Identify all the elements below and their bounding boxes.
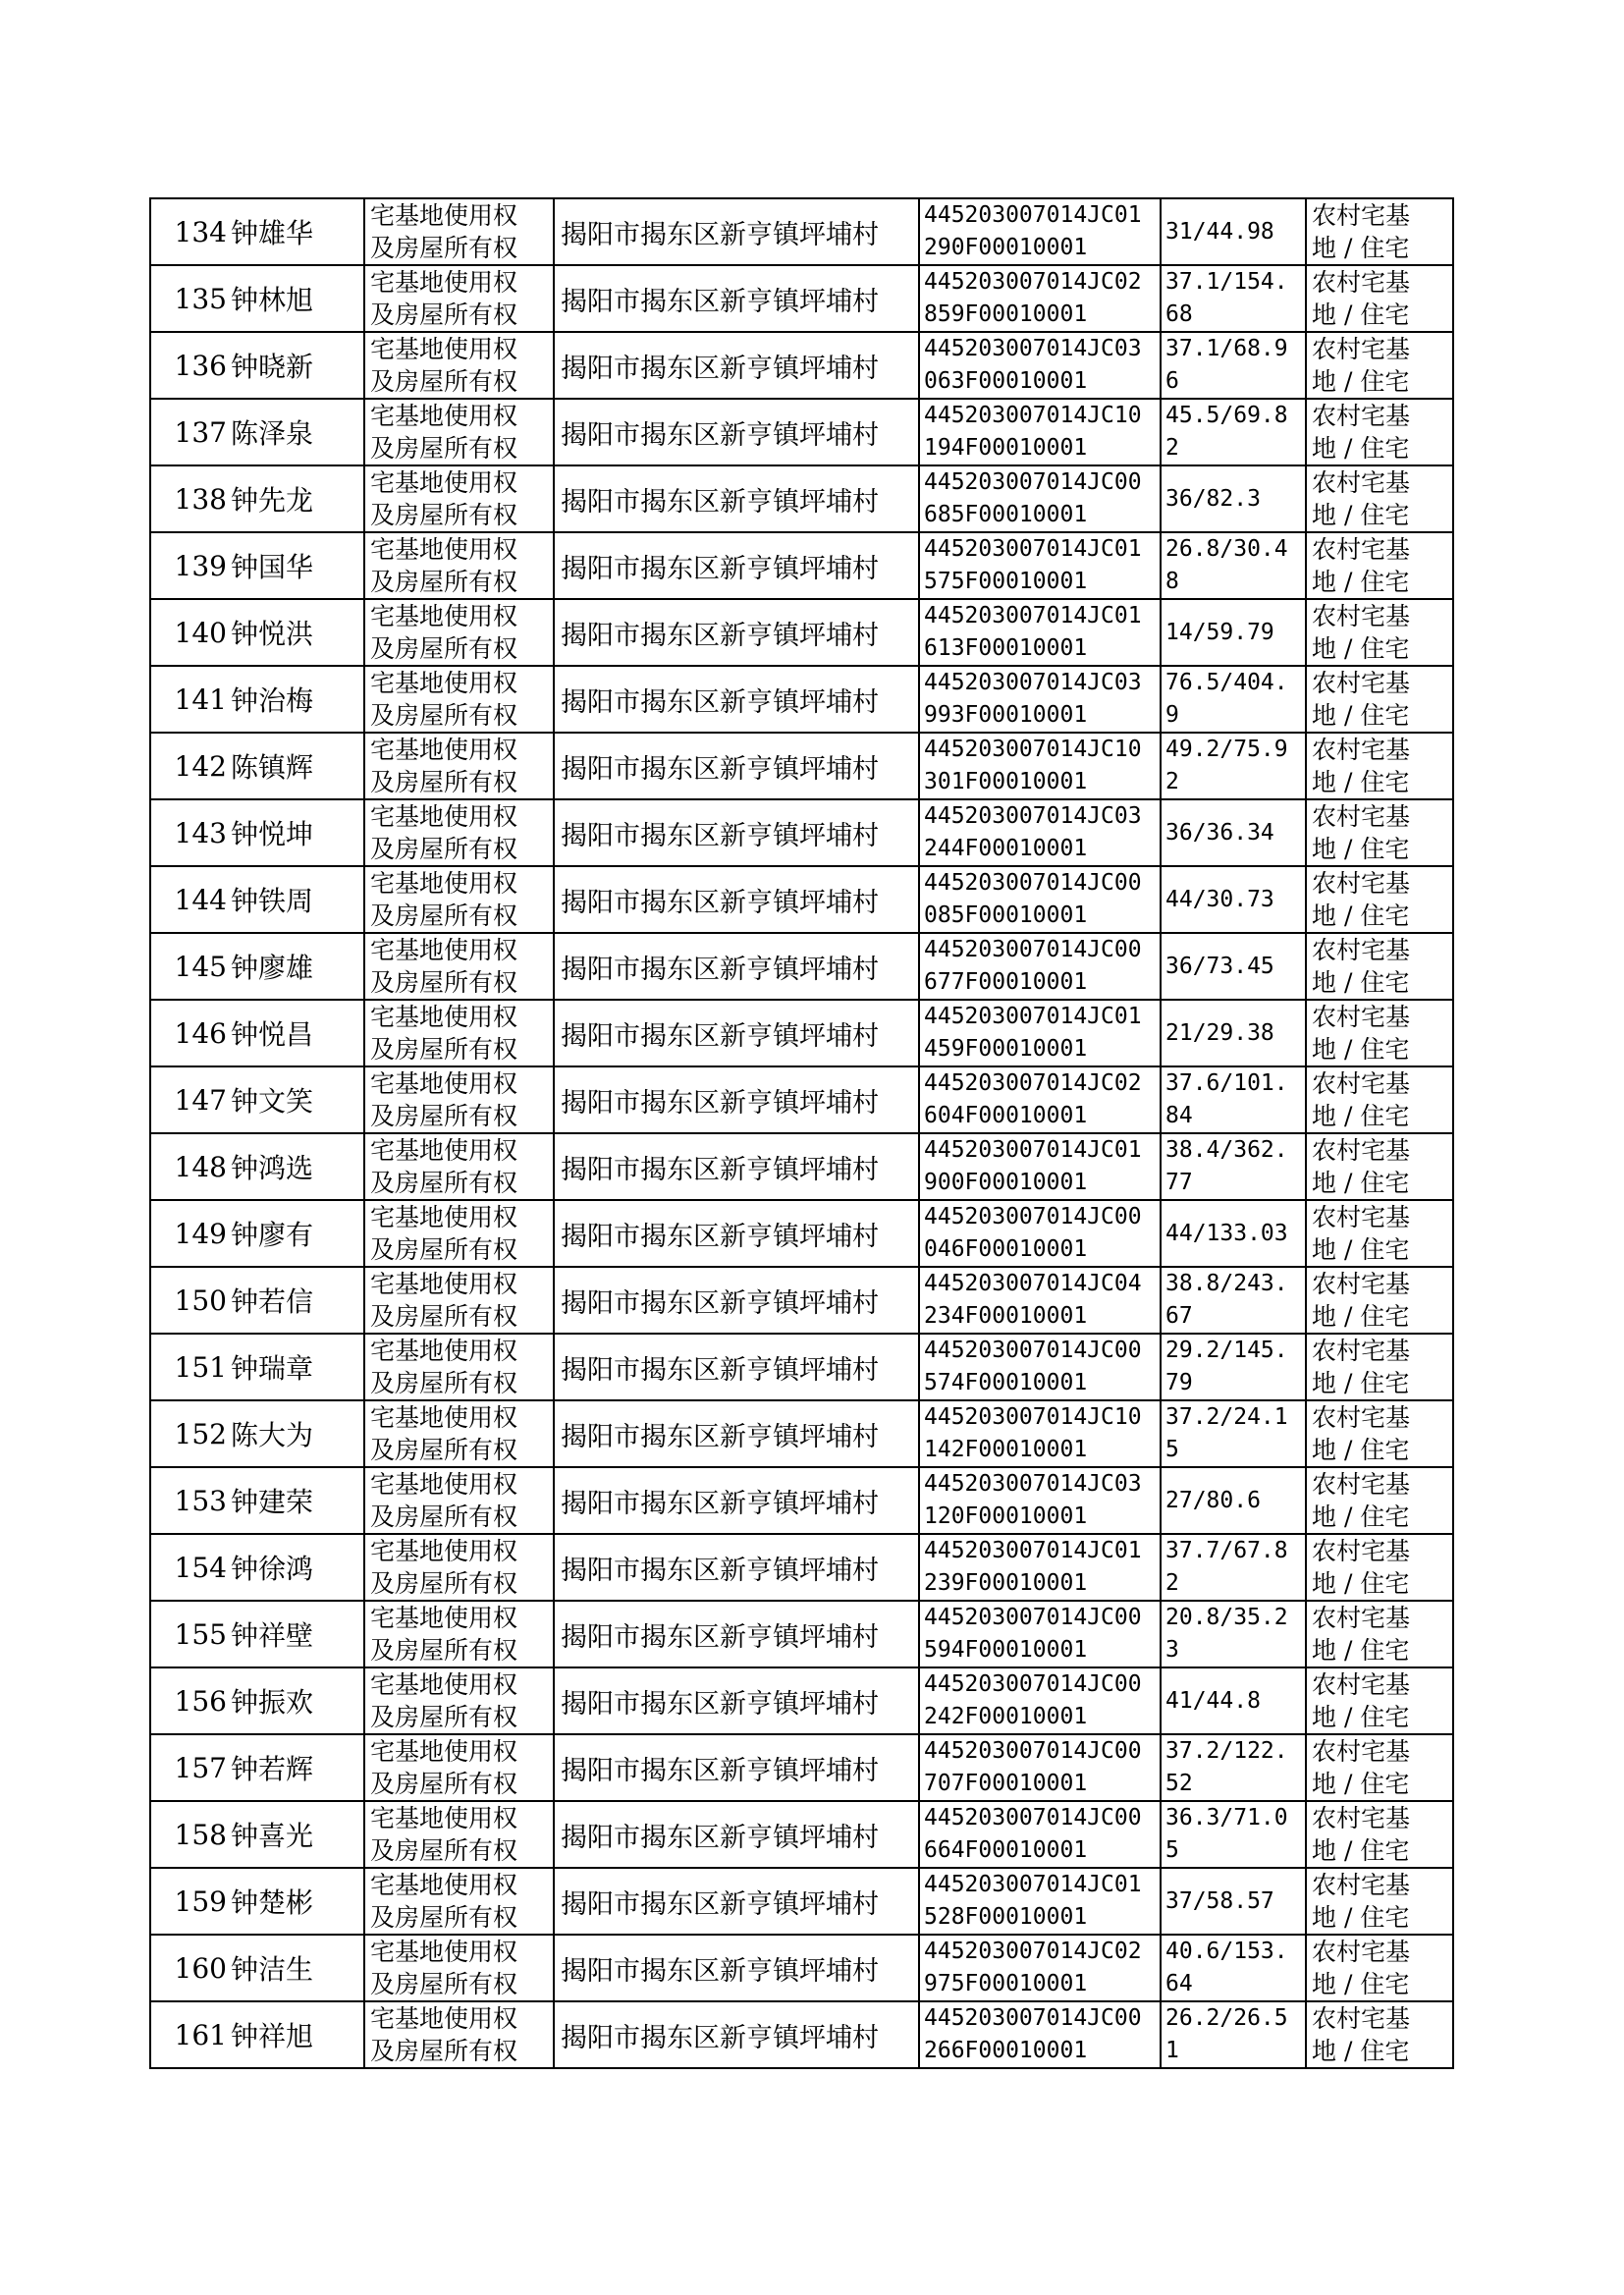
unit-code-cell: 445203007014JC00 677F00010001 — [919, 933, 1161, 1000]
unit-code-cell: 445203007014JC01 459F00010001 — [919, 1000, 1161, 1066]
location-address-cell: 揭阳市揭东区新亨镇坪埔村 — [554, 1200, 919, 1267]
land-use-cell: 农村宅基 地 / 住宅 — [1306, 733, 1453, 799]
right-type-cell: 宅基地使用权 及房屋所有权 — [364, 933, 554, 1000]
owner-name-cell: 钟若辉 — [229, 1734, 364, 1801]
unit-code-cell: 445203007014JC01 575F00010001 — [919, 532, 1161, 599]
row-number-cell: 140 — [150, 599, 229, 666]
table-row — [150, 1935, 1453, 2001]
location-address-cell: 揭阳市揭东区新亨镇坪埔村 — [554, 1334, 919, 1400]
unit-code-cell: 445203007014JC00 664F00010001 — [919, 1801, 1161, 1868]
land-use-cell: 农村宅基 地 / 住宅 — [1306, 1334, 1453, 1400]
unit-code-cell: 445203007014JC10 194F00010001 — [919, 399, 1161, 465]
row-number-cell: 135 — [150, 265, 229, 332]
unit-code-cell: 445203007014JC03 120F00010001 — [919, 1467, 1161, 1534]
owner-name-cell: 钟廖雄 — [229, 933, 364, 1000]
right-type-cell: 宅基地使用权 及房屋所有权 — [364, 1200, 554, 1267]
unit-code-cell: 445203007014JC01 239F00010001 — [919, 1534, 1161, 1601]
location-address-cell: 揭阳市揭东区新亨镇坪埔村 — [554, 866, 919, 933]
area-value-cell: 31/44.98 — [1161, 198, 1306, 265]
area-value-cell: 37.7/67.8 2 — [1161, 1534, 1306, 1601]
location-address-cell: 揭阳市揭东区新亨镇坪埔村 — [554, 532, 919, 599]
owner-name-cell: 钟悦坤 — [229, 799, 364, 866]
area-value-cell: 21/29.38 — [1161, 1000, 1306, 1066]
table-row — [150, 2001, 1453, 2068]
area-value-cell: 37.2/24.1 5 — [1161, 1400, 1306, 1467]
right-type-cell: 宅基地使用权 及房屋所有权 — [364, 1133, 554, 1200]
land-use-cell: 农村宅基 地 / 住宅 — [1306, 1133, 1453, 1200]
row-number-cell: 151 — [150, 1334, 229, 1400]
land-use-cell: 农村宅基 地 / 住宅 — [1306, 1200, 1453, 1267]
owner-name-cell: 陈泽泉 — [229, 399, 364, 465]
table-row — [150, 599, 1453, 666]
row-number-cell: 153 — [150, 1467, 229, 1534]
location-address-cell: 揭阳市揭东区新亨镇坪埔村 — [554, 1935, 919, 2001]
registry-table — [149, 197, 1454, 2069]
table-row — [150, 666, 1453, 733]
row-number-cell: 154 — [150, 1534, 229, 1601]
area-value-cell: 41/44.8 — [1161, 1667, 1306, 1734]
right-type-cell: 宅基地使用权 及房屋所有权 — [364, 1734, 554, 1801]
area-value-cell: 36.3/71.0 5 — [1161, 1801, 1306, 1868]
owner-name-cell: 钟徐鸿 — [229, 1534, 364, 1601]
row-number-cell: 158 — [150, 1801, 229, 1868]
unit-code-cell: 445203007014JC02 975F00010001 — [919, 1935, 1161, 2001]
land-use-cell: 农村宅基 地 / 住宅 — [1306, 1868, 1453, 1935]
table-row — [150, 1868, 1453, 1935]
location-address-cell: 揭阳市揭东区新亨镇坪埔村 — [554, 933, 919, 1000]
right-type-cell: 宅基地使用权 及房屋所有权 — [364, 1000, 554, 1066]
right-type-cell: 宅基地使用权 及房屋所有权 — [364, 1066, 554, 1133]
right-type-cell: 宅基地使用权 及房屋所有权 — [364, 1400, 554, 1467]
owner-name-cell: 钟建荣 — [229, 1467, 364, 1534]
row-number-cell: 138 — [150, 465, 229, 532]
location-address-cell: 揭阳市揭东区新亨镇坪埔村 — [554, 1066, 919, 1133]
right-type-cell: 宅基地使用权 及房屋所有权 — [364, 1467, 554, 1534]
row-number-cell: 148 — [150, 1133, 229, 1200]
area-value-cell: 44/30.73 — [1161, 866, 1306, 933]
area-value-cell: 37.1/154. 68 — [1161, 265, 1306, 332]
unit-code-cell: 445203007014JC01 290F00010001 — [919, 198, 1161, 265]
right-type-cell: 宅基地使用权 及房屋所有权 — [364, 599, 554, 666]
right-type-cell: 宅基地使用权 及房屋所有权 — [364, 532, 554, 599]
land-use-cell: 农村宅基 地 / 住宅 — [1306, 866, 1453, 933]
row-number-cell: 141 — [150, 666, 229, 733]
registry-table-body — [150, 198, 1453, 2068]
location-address-cell: 揭阳市揭东区新亨镇坪埔村 — [554, 1801, 919, 1868]
area-value-cell: 20.8/35.2 3 — [1161, 1601, 1306, 1667]
location-address-cell: 揭阳市揭东区新亨镇坪埔村 — [554, 1133, 919, 1200]
owner-name-cell: 钟国华 — [229, 532, 364, 599]
location-address-cell: 揭阳市揭东区新亨镇坪埔村 — [554, 1000, 919, 1066]
row-number-cell: 146 — [150, 1000, 229, 1066]
owner-name-cell: 陈大为 — [229, 1400, 364, 1467]
land-use-cell: 农村宅基 地 / 住宅 — [1306, 198, 1453, 265]
owner-name-cell: 钟祥旭 — [229, 2001, 364, 2068]
right-type-cell: 宅基地使用权 及房屋所有权 — [364, 1868, 554, 1935]
land-use-cell: 农村宅基 地 / 住宅 — [1306, 799, 1453, 866]
land-use-cell: 农村宅基 地 / 住宅 — [1306, 2001, 1453, 2068]
area-value-cell: 29.2/145. 79 — [1161, 1334, 1306, 1400]
area-value-cell: 45.5/69.8 2 — [1161, 399, 1306, 465]
unit-code-cell: 445203007014JC04 234F00010001 — [919, 1267, 1161, 1334]
owner-name-cell: 钟林旭 — [229, 265, 364, 332]
owner-name-cell: 钟悦昌 — [229, 1000, 364, 1066]
right-type-cell: 宅基地使用权 及房屋所有权 — [364, 1801, 554, 1868]
right-type-cell: 宅基地使用权 及房屋所有权 — [364, 866, 554, 933]
table-row — [150, 1066, 1453, 1133]
land-use-cell: 农村宅基 地 / 住宅 — [1306, 1467, 1453, 1534]
location-address-cell: 揭阳市揭东区新亨镇坪埔村 — [554, 733, 919, 799]
owner-name-cell: 钟振欢 — [229, 1667, 364, 1734]
unit-code-cell: 445203007014JC03 063F00010001 — [919, 332, 1161, 399]
unit-code-cell: 445203007014JC00 685F00010001 — [919, 465, 1161, 532]
land-use-cell: 农村宅基 地 / 住宅 — [1306, 399, 1453, 465]
unit-code-cell: 445203007014JC03 993F00010001 — [919, 666, 1161, 733]
area-value-cell: 36/73.45 — [1161, 933, 1306, 1000]
area-value-cell: 49.2/75.9 2 — [1161, 733, 1306, 799]
row-number-cell: 136 — [150, 332, 229, 399]
location-address-cell: 揭阳市揭东区新亨镇坪埔村 — [554, 265, 919, 332]
right-type-cell: 宅基地使用权 及房屋所有权 — [364, 1267, 554, 1334]
area-value-cell: 36/36.34 — [1161, 799, 1306, 866]
table-row — [150, 933, 1453, 1000]
row-number-cell: 155 — [150, 1601, 229, 1667]
land-use-cell: 农村宅基 地 / 住宅 — [1306, 265, 1453, 332]
right-type-cell: 宅基地使用权 及房屋所有权 — [364, 399, 554, 465]
owner-name-cell: 钟喜光 — [229, 1801, 364, 1868]
land-use-cell: 农村宅基 地 / 住宅 — [1306, 1734, 1453, 1801]
location-address-cell: 揭阳市揭东区新亨镇坪埔村 — [554, 799, 919, 866]
table-row — [150, 866, 1453, 933]
unit-code-cell: 445203007014JC01 900F00010001 — [919, 1133, 1161, 1200]
unit-code-cell: 445203007014JC01 613F00010001 — [919, 599, 1161, 666]
owner-name-cell: 钟治梅 — [229, 666, 364, 733]
unit-code-cell: 445203007014JC10 142F00010001 — [919, 1400, 1161, 1467]
owner-name-cell: 钟若信 — [229, 1267, 364, 1334]
right-type-cell: 宅基地使用权 及房屋所有权 — [364, 2001, 554, 2068]
unit-code-cell: 445203007014JC00 085F00010001 — [919, 866, 1161, 933]
table-row — [150, 1734, 1453, 1801]
area-value-cell: 76.5/404. 9 — [1161, 666, 1306, 733]
table-row — [150, 1801, 1453, 1868]
land-use-cell: 农村宅基 地 / 住宅 — [1306, 1935, 1453, 2001]
owner-name-cell: 钟悦洪 — [229, 599, 364, 666]
location-address-cell: 揭阳市揭东区新亨镇坪埔村 — [554, 1534, 919, 1601]
land-use-cell: 农村宅基 地 / 住宅 — [1306, 666, 1453, 733]
right-type-cell: 宅基地使用权 及房屋所有权 — [364, 1601, 554, 1667]
area-value-cell: 37.6/101. 84 — [1161, 1066, 1306, 1133]
right-type-cell: 宅基地使用权 及房屋所有权 — [364, 1334, 554, 1400]
area-value-cell: 37.1/68.9 6 — [1161, 332, 1306, 399]
table-row — [150, 1667, 1453, 1734]
unit-code-cell: 445203007014JC10 301F00010001 — [919, 733, 1161, 799]
right-type-cell: 宅基地使用权 及房屋所有权 — [364, 1935, 554, 2001]
table-row — [150, 332, 1453, 399]
area-value-cell: 38.8/243. 67 — [1161, 1267, 1306, 1334]
unit-code-cell: 445203007014JC02 859F00010001 — [919, 265, 1161, 332]
right-type-cell: 宅基地使用权 及房屋所有权 — [364, 1534, 554, 1601]
table-row — [150, 399, 1453, 465]
owner-name-cell: 钟鸿选 — [229, 1133, 364, 1200]
land-use-cell: 农村宅基 地 / 住宅 — [1306, 332, 1453, 399]
table-row — [150, 1200, 1453, 1267]
row-number-cell: 149 — [150, 1200, 229, 1267]
row-number-cell: 143 — [150, 799, 229, 866]
right-type-cell: 宅基地使用权 及房屋所有权 — [364, 265, 554, 332]
owner-name-cell: 钟瑞章 — [229, 1334, 364, 1400]
table-row — [150, 1601, 1453, 1667]
location-address-cell: 揭阳市揭东区新亨镇坪埔村 — [554, 2001, 919, 2068]
unit-code-cell: 445203007014JC01 528F00010001 — [919, 1868, 1161, 1935]
land-use-cell: 农村宅基 地 / 住宅 — [1306, 599, 1453, 666]
location-address-cell: 揭阳市揭东区新亨镇坪埔村 — [554, 465, 919, 532]
right-type-cell: 宅基地使用权 及房屋所有权 — [364, 666, 554, 733]
row-number-cell: 139 — [150, 532, 229, 599]
owner-name-cell: 钟廖有 — [229, 1200, 364, 1267]
location-address-cell: 揭阳市揭东区新亨镇坪埔村 — [554, 399, 919, 465]
unit-code-cell: 445203007014JC00 242F00010001 — [919, 1667, 1161, 1734]
owner-name-cell: 钟文笑 — [229, 1066, 364, 1133]
area-value-cell: 26.2/26.5 1 — [1161, 2001, 1306, 2068]
table-row — [150, 198, 1453, 265]
table-row — [150, 799, 1453, 866]
owner-name-cell: 钟祥壁 — [229, 1601, 364, 1667]
row-number-cell: 144 — [150, 866, 229, 933]
registry-sheet — [149, 197, 1454, 2069]
unit-code-cell: 445203007014JC00 574F00010001 — [919, 1334, 1161, 1400]
area-value-cell: 14/59.79 — [1161, 599, 1306, 666]
table-row — [150, 1534, 1453, 1601]
location-address-cell: 揭阳市揭东区新亨镇坪埔村 — [554, 599, 919, 666]
location-address-cell: 揭阳市揭东区新亨镇坪埔村 — [554, 332, 919, 399]
land-use-cell: 农村宅基 地 / 住宅 — [1306, 465, 1453, 532]
unit-code-cell: 445203007014JC03 244F00010001 — [919, 799, 1161, 866]
table-row — [150, 1133, 1453, 1200]
owner-name-cell: 钟铁周 — [229, 866, 364, 933]
area-value-cell: 27/80.6 — [1161, 1467, 1306, 1534]
owner-name-cell: 钟楚彬 — [229, 1868, 364, 1935]
right-type-cell: 宅基地使用权 及房屋所有权 — [364, 1667, 554, 1734]
row-number-cell: 137 — [150, 399, 229, 465]
unit-code-cell: 445203007014JC00 266F00010001 — [919, 2001, 1161, 2068]
land-use-cell: 农村宅基 地 / 住宅 — [1306, 1801, 1453, 1868]
area-value-cell: 36/82.3 — [1161, 465, 1306, 532]
unit-code-cell: 445203007014JC00 594F00010001 — [919, 1601, 1161, 1667]
row-number-cell: 157 — [150, 1734, 229, 1801]
area-value-cell: 26.8/30.4 8 — [1161, 532, 1306, 599]
location-address-cell: 揭阳市揭东区新亨镇坪埔村 — [554, 1868, 919, 1935]
table-row — [150, 1467, 1453, 1534]
row-number-cell: 161 — [150, 2001, 229, 2068]
land-use-cell: 农村宅基 地 / 住宅 — [1306, 1066, 1453, 1133]
area-value-cell: 40.6/153. 64 — [1161, 1935, 1306, 2001]
right-type-cell: 宅基地使用权 及房屋所有权 — [364, 799, 554, 866]
unit-code-cell: 445203007014JC00 046F00010001 — [919, 1200, 1161, 1267]
area-value-cell: 37.2/122. 52 — [1161, 1734, 1306, 1801]
row-number-cell: 156 — [150, 1667, 229, 1734]
location-address-cell: 揭阳市揭东区新亨镇坪埔村 — [554, 1734, 919, 1801]
row-number-cell: 159 — [150, 1868, 229, 1935]
area-value-cell: 37/58.57 — [1161, 1868, 1306, 1935]
land-use-cell: 农村宅基 地 / 住宅 — [1306, 532, 1453, 599]
land-use-cell: 农村宅基 地 / 住宅 — [1306, 933, 1453, 1000]
row-number-cell: 152 — [150, 1400, 229, 1467]
land-use-cell: 农村宅基 地 / 住宅 — [1306, 1601, 1453, 1667]
land-use-cell: 农村宅基 地 / 住宅 — [1306, 1667, 1453, 1734]
owner-name-cell: 钟晓新 — [229, 332, 364, 399]
table-row — [150, 1334, 1453, 1400]
table-row — [150, 1400, 1453, 1467]
location-address-cell: 揭阳市揭东区新亨镇坪埔村 — [554, 1267, 919, 1334]
location-address-cell: 揭阳市揭东区新亨镇坪埔村 — [554, 1467, 919, 1534]
location-address-cell: 揭阳市揭东区新亨镇坪埔村 — [554, 1400, 919, 1467]
right-type-cell: 宅基地使用权 及房屋所有权 — [364, 465, 554, 532]
unit-code-cell: 445203007014JC02 604F00010001 — [919, 1066, 1161, 1133]
row-number-cell: 142 — [150, 733, 229, 799]
table-row — [150, 465, 1453, 532]
land-use-cell: 农村宅基 地 / 住宅 — [1306, 1400, 1453, 1467]
owner-name-cell: 陈镇辉 — [229, 733, 364, 799]
row-number-cell: 160 — [150, 1935, 229, 2001]
table-row — [150, 265, 1453, 332]
row-number-cell: 147 — [150, 1066, 229, 1133]
row-number-cell: 145 — [150, 933, 229, 1000]
owner-name-cell: 钟洁生 — [229, 1935, 364, 2001]
land-use-cell: 农村宅基 地 / 住宅 — [1306, 1267, 1453, 1334]
owner-name-cell: 钟雄华 — [229, 198, 364, 265]
location-address-cell: 揭阳市揭东区新亨镇坪埔村 — [554, 1667, 919, 1734]
area-value-cell: 44/133.03 — [1161, 1200, 1306, 1267]
area-value-cell: 38.4/362. 77 — [1161, 1133, 1306, 1200]
table-row — [150, 733, 1453, 799]
land-use-cell: 农村宅基 地 / 住宅 — [1306, 1534, 1453, 1601]
location-address-cell: 揭阳市揭东区新亨镇坪埔村 — [554, 198, 919, 265]
row-number-cell: 150 — [150, 1267, 229, 1334]
land-use-cell: 农村宅基 地 / 住宅 — [1306, 1000, 1453, 1066]
table-row — [150, 532, 1453, 599]
unit-code-cell: 445203007014JC00 707F00010001 — [919, 1734, 1161, 1801]
table-row — [150, 1000, 1453, 1066]
row-number-cell: 134 — [150, 198, 229, 265]
location-address-cell: 揭阳市揭东区新亨镇坪埔村 — [554, 666, 919, 733]
right-type-cell: 宅基地使用权 及房屋所有权 — [364, 332, 554, 399]
right-type-cell: 宅基地使用权 及房屋所有权 — [364, 733, 554, 799]
table-row — [150, 1267, 1453, 1334]
right-type-cell: 宅基地使用权 及房屋所有权 — [364, 198, 554, 265]
owner-name-cell: 钟先龙 — [229, 465, 364, 532]
location-address-cell: 揭阳市揭东区新亨镇坪埔村 — [554, 1601, 919, 1667]
